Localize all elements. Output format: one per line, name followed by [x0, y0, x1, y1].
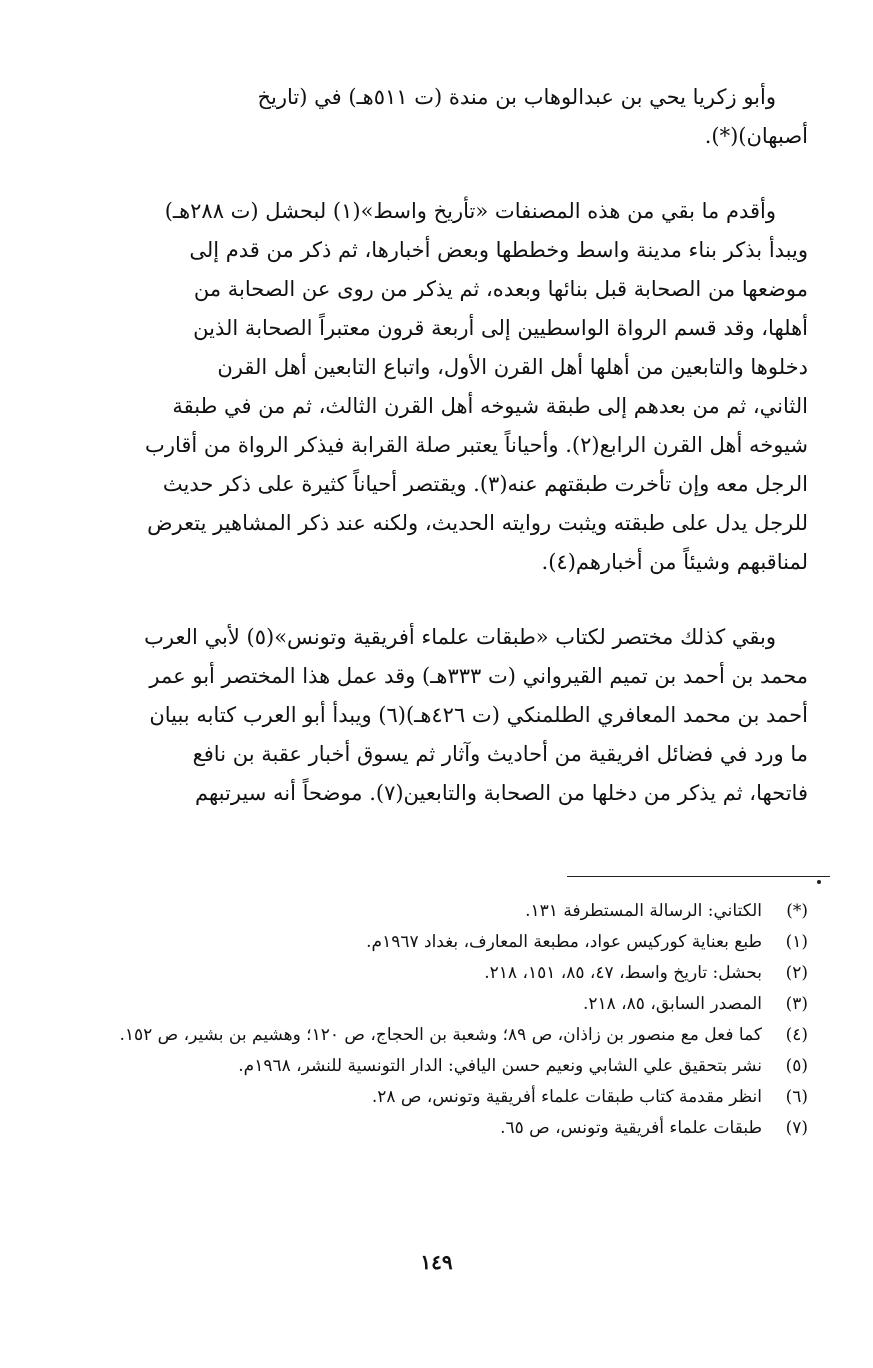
text-line: فاتحها، ثم يذكر من دخلها من الصحابة والتابعين(٧). موضحاً أنه سيرتبهم [195, 781, 808, 805]
footnotes [100, 896, 808, 1144]
text-line: دخلوها والتابعين من أهلها أهل القرن الأول، واتباع التابعين أهل القرن [217, 355, 808, 379]
paragraph-1 [100, 78, 808, 156]
footnote-text: الكتاني: الرسالة المستطرفة ١٣١. [525, 901, 762, 921]
separator-dot [817, 880, 821, 884]
text-line: أهلها، وقد قسم الرواة الواسطيين إلى أربعة قرون معتبراً الصحابة الذين [193, 316, 808, 340]
text-line: وبقي كذلك مختصر لكتاب «طبقات علماء أفريقية وتونس»(٥) لأبي العرب [144, 625, 776, 649]
footnote [100, 1051, 808, 1082]
text-line: محمد بن أحمد بن تميم القيرواني (ت ٣٣٣هـ) وقد عمل هذا المختصر أبو عمر [149, 664, 808, 688]
footnote [100, 958, 808, 989]
footnote-number: (٥) [785, 1056, 808, 1076]
footnote-number: (٧) [785, 1118, 808, 1138]
footnote-number: (٢) [785, 963, 808, 983]
footnote [100, 989, 808, 1020]
footnote-number: (١) [785, 932, 808, 952]
footnote-number: (٣) [785, 994, 808, 1014]
text-line: أحمد بن محمد المعافري الطلمنكي (ت ٤٢٦هـ)(٦) ويبدأ أبو العرب كتابه ببيان [149, 703, 808, 727]
footnote-number: (*) [786, 901, 808, 921]
text-line: شيوخه أهل القرن الرابع(٢). وأحياناً يعتبر صلة القرابة فيذكر الرواة من أقارب [145, 433, 808, 457]
text-line: للرجل يدل على طبقته ويثبت روايته الحديث، ولكنه عند ذكر المشاهير يتعرض [147, 511, 808, 535]
footnote-text: طبع بعناية كوركيس عواد، مطبعة المعارف، بغداد ١٩٦٧م. [366, 932, 762, 952]
page-number: ١٤٩ [420, 1250, 453, 1274]
footnote-text: المصدر السابق، ٨٥، ٢١٨. [582, 994, 762, 1014]
paragraph-2 [100, 192, 808, 582]
text-line: ويبدأ بذكر بناء مدينة واسط وخططها وبعض أخبارها، ثم ذكر من قدم إلى [189, 238, 808, 262]
footnote-text: بحشل: تاريخ واسط، ٤٧، ٨٥، ١٥١، ٢١٨. [484, 963, 762, 983]
footnote-separator [545, 876, 830, 888]
text-line: وأبو زكريا يحي بن عبدالوهاب بن مندة (ت ٥١١هـ) في (تاريخ [257, 85, 776, 109]
text-line: ما ورد في فضائل افريقية من أحاديث وآثار ثم يسوق أخبار عقبة بن نافع [192, 742, 808, 766]
separator-line [567, 876, 830, 877]
paragraph-3 [100, 618, 808, 813]
text-line: الثاني، ثم من بعدهم إلى طبقة شيوخه أهل القرن الثالث، ثم من في طبقة [172, 394, 808, 418]
footnote-number: (٤) [785, 1025, 808, 1045]
text-line: موضعها من الصحابة قبل بنائها وبعده، ثم يذكر من روى عن الصحابة من [193, 277, 808, 301]
footnote-text: انظر مقدمة كتاب طبقات علماء أفريقية وتونس، ص ٢٨. [371, 1087, 762, 1107]
text-line: لمناقبهم وشيئاً من أخبارهم(٤). [541, 550, 808, 574]
text-line: أصبهان)(*). [704, 124, 808, 148]
footnote-text: طبقات علماء أفريقية وتونس، ص ٦٥. [500, 1118, 762, 1138]
footnote [100, 1020, 808, 1051]
text-line: الرجل معه وإن تأخرت طبقتهم عنه(٣). ويقتصر أحياناً كثيرة على ذكر حديث [162, 472, 808, 496]
footnote [100, 927, 808, 958]
footnote [100, 1082, 808, 1113]
text-line: وأقدم ما بقي من هذه المصنفات «تأريخ واسط»(١) لبحشل (ت ٢٨٨هـ) [164, 199, 776, 223]
footnote-text: كما فعل مع منصور بن زاذان، ص ٨٩؛ وشعبة بن الحجاج، ص ١٢٠؛ وهشيم بن بشير، ص ١٥٢. [119, 1025, 762, 1045]
footnote-number: (٦) [785, 1087, 808, 1107]
footnote [100, 896, 808, 927]
footnote [100, 1113, 808, 1144]
main-text [100, 78, 808, 813]
footnote-text: نشر بتحقيق علي الشابي ونعيم حسن اليافي: الدار التونسية للنشر، ١٩٦٨م. [238, 1056, 762, 1076]
